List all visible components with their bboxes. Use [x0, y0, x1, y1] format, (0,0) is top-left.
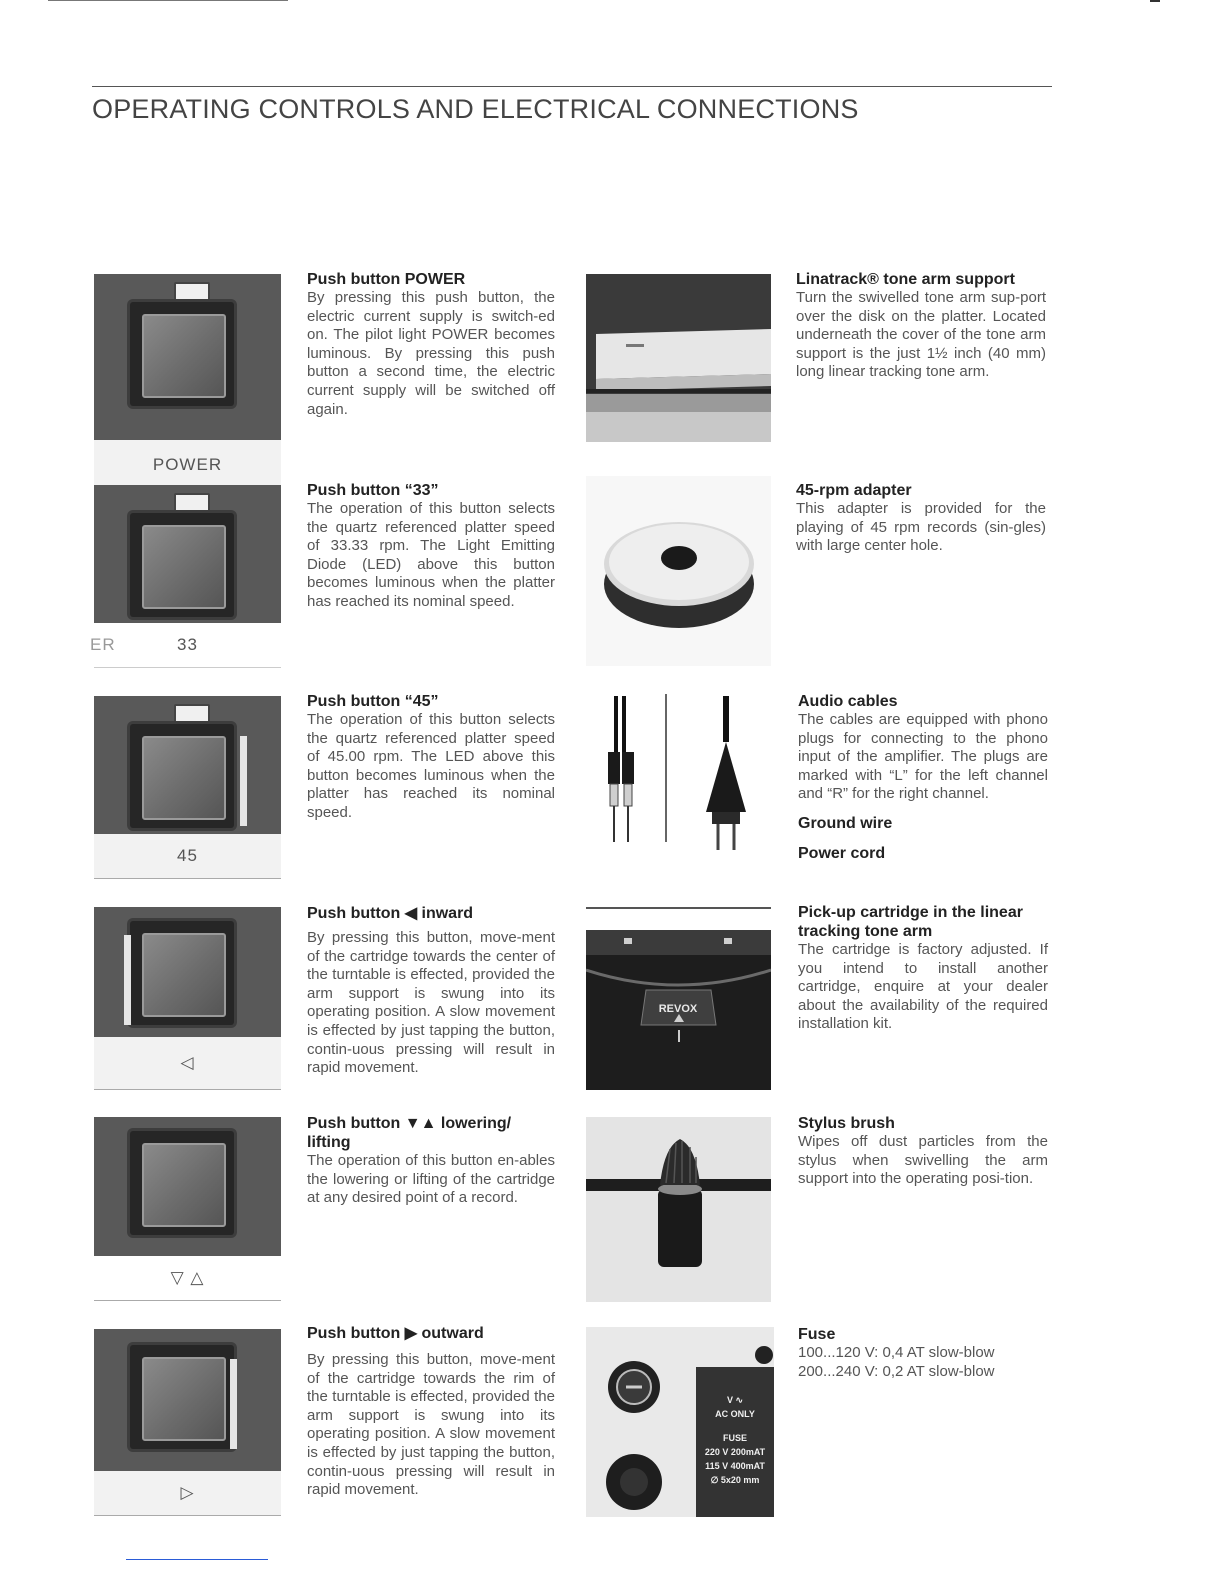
adapter-section: [796, 481, 1046, 556]
section-heading: Pick-up cartridge in the linear tracking tone arm: [798, 904, 1023, 940]
speed-33-button-photo: [90, 485, 281, 668]
cartridge-photo: [586, 930, 771, 1090]
fuse-rating-line-1: 100...120 V: 0,4 AT slow-blow: [798, 1344, 995, 1361]
revox-logo: REVOX: [658, 1003, 698, 1015]
speed-33-panel-label: 33: [177, 635, 198, 654]
speed-45-panel-label: 45: [94, 834, 281, 878]
inward-button-section: [307, 904, 555, 1078]
section-heading: Push button ◀ inward: [307, 905, 474, 922]
footer-rule: [126, 1559, 268, 1560]
stylus-brush-photo: [586, 1117, 771, 1302]
fuse-rating-line-2: 200...240 V: 0,2 AT slow-blow: [798, 1362, 995, 1380]
section-heading: Push button “45”: [307, 693, 439, 710]
section-text: The operation of this button en-ables the lowering or lifting of the cartridge at any desired point of a record.: [307, 1152, 555, 1207]
outward-button-section: [307, 1324, 555, 1500]
section-heading: Push button ▼▲ lowering/ lifting: [307, 1115, 512, 1151]
cables-photo: [586, 692, 771, 852]
fuse-panel-photo: [586, 1327, 774, 1517]
top-edge-mark: [1150, 0, 1160, 2]
section-heading: 45-rpm adapter: [796, 482, 912, 499]
section-heading: Push button “33”: [307, 482, 439, 499]
section-heading: Stylus brush: [798, 1115, 895, 1132]
fuse-panel-markings: V ∿ AC ONLY FUSE 220 V 200mAT 115 V 400mAT ∅ 5x20 mm: [704, 1395, 766, 1485]
section-text: The cartridge is factory adjusted. If you intend to install another cartridge, enquire at your dealer about the availability of the required installation kit.: [798, 941, 1048, 1033]
outward-panel-label: ▷: [94, 1471, 281, 1515]
section-text: By pressing this button, move-ment of the cartridge towards the rim of the turntable is effected, provided the arm support is swung into its operating position. A slow movement is effected by just tapping the button, contin-uous pressing will result in rapid movement.: [307, 1351, 555, 1499]
power-label-fragment: ER: [90, 635, 116, 654]
section-text: The operation of this button selects the quartz referenced platter speed of 33.33 rpm. The Light Emitting Diode (LED) above this button becomes luminous when the platter has reached its nominal speed.: [307, 500, 555, 610]
lift-button-section: [307, 1114, 555, 1208]
page-title: OPERATING CONTROLS AND ELECTRICAL CONNECTIONS: [92, 94, 859, 124]
outward-button-photo: [94, 1329, 281, 1516]
cartridge-section: [798, 903, 1048, 1034]
inward-button-photo: [94, 907, 281, 1090]
speed-45-button-section: [307, 692, 555, 823]
section-heading: Linatrack® tone arm support: [796, 271, 1015, 288]
section-heading: Fuse: [798, 1326, 836, 1343]
speed-45-button-photo: [94, 696, 281, 879]
cables-section: [798, 692, 1048, 863]
power-panel-label: POWER: [94, 440, 281, 490]
section-heading: Push button POWER: [307, 271, 466, 288]
section-text: By pressing this push button, the electric current supply is switch-ed on. The pilot light POWER becomes luminous. By pressing this push button a second time, the electric current supply will be switched off again.: [307, 289, 555, 418]
power-cord-heading: Power cord: [798, 844, 886, 862]
top-edge-rule: [48, 0, 288, 1]
lift-button-photo: [94, 1117, 281, 1301]
section-text: Turn the swivelled tone arm sup-port over the disk on the platter. Located underneath the cover of the tone arm support is the just 1½ inch (40 mm) long linear tracking tone arm.: [796, 289, 1046, 381]
section-heading: Audio cables: [798, 693, 898, 710]
led-icon: [174, 282, 210, 301]
inward-panel-label: ◁: [94, 1037, 281, 1089]
lift-panel-label: ▽ △: [94, 1256, 281, 1300]
section-text: This adapter is provided for the playing of 45 rpm records (sin-gles) with large center hole.: [796, 500, 1046, 555]
adapter-photo: [586, 476, 771, 666]
led-icon: [174, 493, 210, 512]
section-heading: Push button ▶ outward: [307, 1325, 484, 1342]
stylus-brush-section: [798, 1114, 1048, 1189]
section-text: By pressing this button, move-ment of the cartridge towards the center of the turntable is effected, provided the arm support is swung into its operating position. A slow movement is effected by just tapping the button, contin-uous pressing will result in rapid movement.: [307, 929, 555, 1077]
section-text: The operation of this button selects the quartz referenced platter speed of 45.00 rpm. The LED above this button becomes luminous when the platter has reached its nominal speed.: [307, 711, 555, 821]
power-button-section: [307, 270, 555, 419]
speed-33-button-section: [307, 481, 555, 612]
tone-arm-support-section: [796, 270, 1046, 382]
header-rule: [92, 86, 1052, 87]
power-button-photo: [94, 274, 281, 491]
tone-arm-support-photo: [586, 274, 771, 442]
led-icon: [174, 704, 210, 723]
fuse-section: [798, 1325, 1048, 1381]
section-text: Wipes off dust particles from the stylus when swivelling the arm support into the operating posi-tion.: [798, 1133, 1048, 1188]
section-text: The cables are equipped with phono plugs for connecting to the phono input of the amplifier. The plugs are marked with “L” for the left channel and “R” for the right channel.: [798, 711, 1048, 803]
ground-wire-heading: Ground wire: [798, 814, 893, 832]
